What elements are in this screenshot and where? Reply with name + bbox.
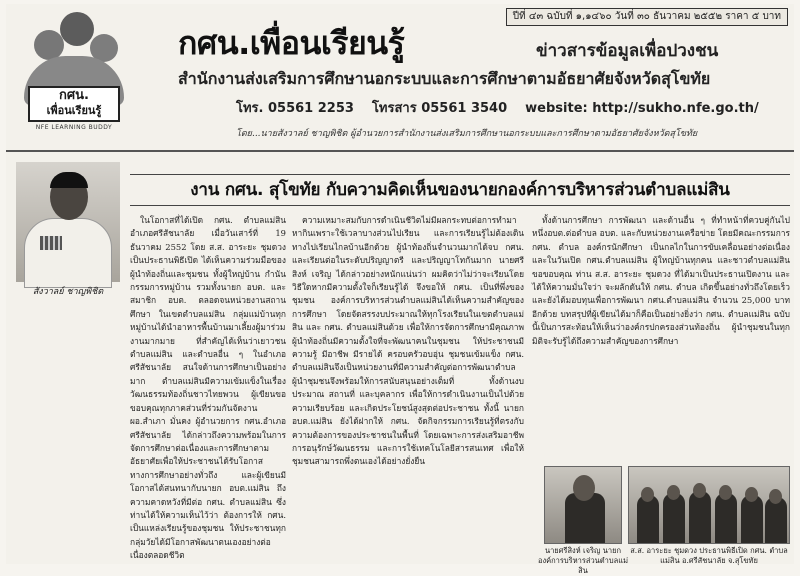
article-text: ในโอกาสที่ได้เปิด กศน. ตำบลแม่สิน อำเภอศรีสัชนาลัย เมื่อวันเสาร์ที่ 19 ธันวาคม 2552 โดย ส.ส. อาระยะ ชุมดวง เป็นประธานพิธีเปิด ได้เห็นความร่วมมือของผู้นำท้องถิ่นและชุมชน ทั้งผู้ใหญ่บ้าน กำนัน กรรมการหมู่บ้าน รวมทั้งนายก อบต. และสมาชิก อบต. ตลอดจนหน่วยงานสถานศึกษา ในเขตตำบลแม่สิน กลุ่มแม่บ้านทุกหมู่บ้านได้นำอาหารพื้นบ้านมาเลี้ยงผู้มาร่วมงานมากมาย ที่สำคัญได้เห็นว่าเยาวชนตำบลแม่สิน และตำบลอื่น ๆ ในอำเภอศรีสัชนาลัย สนใจด้านการศึกษาเป็นอย่างมาก ตำบลแม่สินมีความเข้มแข็งในเรื่องวัฒนธรรมท้องถิ่นชาวไทยพวน ผู้เขียนขอขอบคุณทุกภาคส่วนที่ร่วมกันจัดงาน ผอ.สำเภา มั่นคง ผู้อำนวยการ กศน.อำเภอศรีสัชนาลัย ได้กล่าวถึงความพร้อมในการจัดการศึกษาต่อเนื่องและการศึกษาตามอัธยาศัยเพื่อให้ประชาชนได้รับโอกาสทางการศึกษาอย่างทั่วถึง และผู้เขียนมีโอกาสได้สนทนากับนายก อบต.แม่สิน ถึงความคาดหวังที่มีต่อ กศน. ตำบลแม่สิน ซึ่งท่านได้ให้ความเห็นไว้ว่า ต้องการให้ กศน. เป็นแหล่งเรียนรู้ของชุมชน ให้ประชาชนทุกกลุ่มวัยได้มีโอกาสพัฒนาตนเองอย่างต่อเนื่องตลอดชีวิต: [130, 215, 286, 561]
article-column-1: [130, 214, 286, 560]
article-text: ทั้งด้านการศึกษา การพัฒนา และด้านอื่น ๆ ที่ทำหน้าที่ควบคู่กันไป หนึ่งอบต.ต่อตำบล อบต. และกับหน่วยงานเครือข่าย โดยมีคณะกรรมการ กศน. ตำบล องค์กรนักศึกษา เป็นกลไกในการขับเคลื่อนอย่างต่อเนื่อง และในวันเปิด กศน.ตำบลแม่สิน ผู้ใหญ่บ้านทุกคน และชาวตำบลแม่สิน ขอขอบคุณ ท่าน ส.ส. อาระยะ ชุมดวง ที่ได้มาเป็นประธานเปิดงาน และได้ให้ความมั่นใจว่า จะผลักดันให้ กศน. ตำบล เกิดขึ้นอย่างทั่วถึงโดยเร็ว และยังได้มอบทุนเพื่อการพัฒนา กศน.ตำบลแม่สิน จำนวน 25,000 บาทอีกด้วย บทสรุปที่ผู้เขียนได้มาก็คือเป็นอย่างยิ่งว่า กศน. ตำบลแม่สิน ฉบับนี้เป็นการสะท้อนให้เห็นว่าองค์กรปกครองส่วนท้องถิ่น ผู้นำชุมชนในทุกมิติจะรับรู้ได้ถึงความสำคัญของการศึกษา: [532, 215, 790, 346]
logo: [18, 10, 126, 132]
logo-title: กศน.: [59, 88, 89, 103]
website-link[interactable]: website: http://sukho.nfe.go.th/: [525, 101, 759, 116]
article-column-3: [532, 214, 790, 464]
masthead: [6, 4, 794, 154]
photo-caption: ส.ส. อาระยะ ชุมดวง ประธานพิธีเปิด กศน. ตำบลแม่สิน อ.ศรีสัชนาลัย จ.สุโขทัย: [630, 546, 788, 565]
logo-text-box: [28, 86, 120, 122]
office-name: สำนักงานส่งเสริมการศึกษานอกระบบและการศึกษาตามอัธยาศัยจังหวัดสุโขทัย: [178, 69, 711, 88]
paper-title: กศน.เพื่อนเรียนรู้: [178, 24, 405, 62]
article-column-2: [292, 214, 524, 560]
contact-row: [236, 100, 786, 118]
photo-mayor: [544, 466, 622, 544]
logo-tagline: NFE LEARNING BUDDY: [35, 124, 113, 131]
article-headline: งาน กศน. สุโขทัย กับความคิดเห็นของนายกองค์การบริหารส่วนตำบลแม่สิน: [130, 174, 790, 206]
article-text: ความเหมาะสมกับการดำเนินชีวิตไม่มีผลกระทบต่อการทำมาหากินเพราะใช้เวลาบางส่วนไปเรียน และการเรียนรู้ไม่ต้องเดินทางไปเรียนไกลบ้านอีกด้วย ผู้นำท้องถิ่นจำนวนมากได้จบ กศน. และเรียนต่อในระดับปริญญาตรี และปริญญาโทกันมาก นายศรีสิงห์ เจริญ ได้กล่าวอย่างหนักแน่นว่า ผมคิดว่าไม่ว่าจะเรียนโดยวิธีใดหากมีความตั้งใจก็เรียนรู้ได้ จึงขอให้ กศน. เป็นที่พึ่งของชุมชน องค์การบริหารส่วนตำบลแม่สินได้เห็นความสำคัญของการศึกษา โดยจัดสรรงบประมาณให้ทุกโรงเรียนในเขตตำบลแม่สิน และ กศน. ตำบลแม่สินด้วย เพื่อให้การจัดการศึกษามีคุณภาพ ผู้นำท้องถิ่นมีความตั้งใจที่จะพัฒนาคนในชุมชน ให้ประชาชนมีความรู้ มีอาชีพ มีรายได้ ครอบครัวอบอุ่น ชุมชนเข้มแข็ง กศน. ตำบลแม่สินจึงเป็นหน่วยงานที่มีความสำคัญต่อการพัฒนาตำบล ผู้นำชุมชนจึงพร้อมให้การสนับสนุนอย่างเต็มที่ ทั้งด้านงบประมาณ สถานที่ และบุคลากร เพื่อให้การดำเนินงานเป็นไปด้วยความเรียบร้อย และเกิดประโยชน์สูงสุดต่อประชาชน ทั้งนี้ นายก อบต.แม่สิน ยังได้ฝากให้ กศน. จัดกิจกรรมการเรียนรู้ที่ตรงกับความต้องการของประชาชนในพื้นที่ โดยเฉพาะการส่งเสริมอาชีพ การอนุรักษ์วัฒนธรรม และการใช้เทคโนโลยีสารสนเทศ เพื่อให้ชุมชนสามารถพึ่งตนเองได้อย่างยั่งยืน: [292, 215, 524, 467]
medals-icon: [40, 236, 62, 250]
author-portrait: [16, 162, 120, 282]
byline: โดย...นายสังวาลย์ ชาญพิชิต ผู้อำนวยการสำนักงานส่งเสริมการศึกษานอกระบบและการศึกษาตามอัธยาศัยจังหวัดสุโขทัย: [236, 129, 698, 139]
photo-caption: นายศรีสิงห์ เจริญ นายกองค์การบริหารส่วนตำบลแม่สิน: [537, 546, 629, 575]
logo-subtitle: เพื่อนเรียนรู้: [46, 104, 102, 117]
masthead-divider: [6, 150, 794, 152]
fax-number: โทรสาร 05561 3540: [371, 101, 508, 116]
logo-figure-icon: [60, 12, 94, 46]
paper-subtitle: ข่าวสารข้อมูลเพื่อปวงชน: [536, 41, 719, 61]
photo-ceremony: [628, 466, 790, 544]
issue-info: ปีที่ ๔๓ ฉบับที่ ๑,๑๔๖๐ วันที่ ๓๐ ธันวาคม ๒๕๕๒ ราคา ๕ บาท: [506, 8, 788, 26]
portrait-caption: สังวาลย์ ชาญพิชิต: [32, 287, 104, 297]
phone-number: โทร. 05561 2253: [236, 101, 354, 116]
newspaper-page: [6, 4, 794, 575]
